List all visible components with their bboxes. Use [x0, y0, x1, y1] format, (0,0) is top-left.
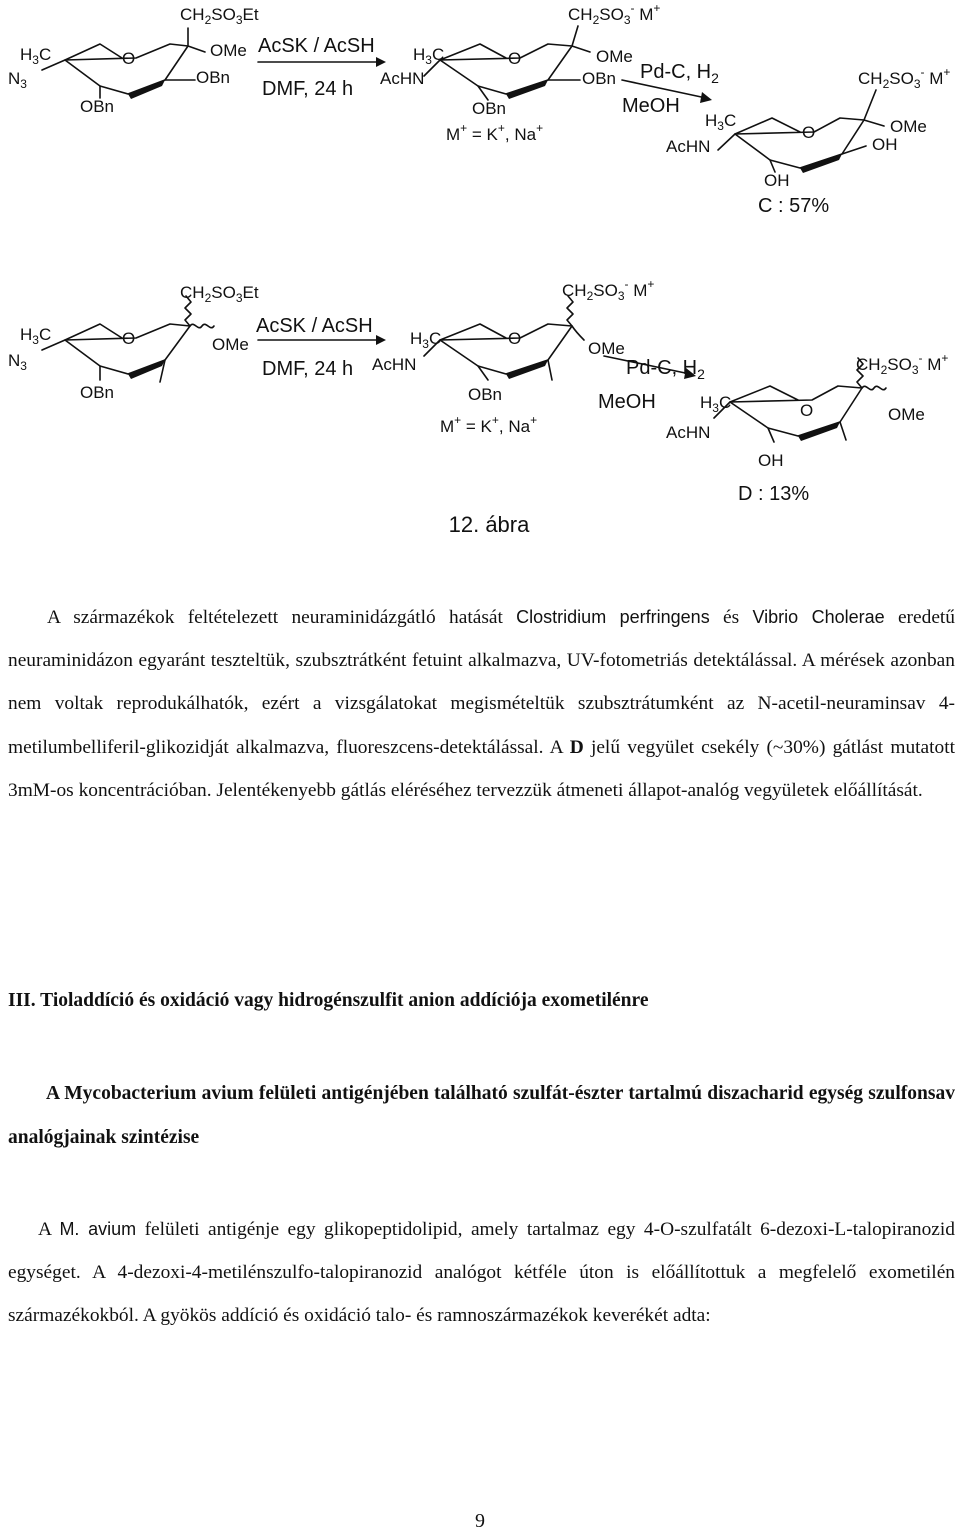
step2b-reagent: Pd-C, $H_2$ — [626, 357, 705, 382]
step2-solvent: MeOH — [622, 95, 680, 117]
int2-ring-oxygen: O — [508, 329, 522, 348]
counterion-note-2: M+ = K+, Na+ — [440, 413, 538, 436]
sm1-ome-label: OMe — [210, 41, 247, 60]
prod1-side-chain: $CH_2SO_3^-$ M+ — [858, 65, 951, 91]
reaction-scheme-1 — [0, 0, 960, 225]
prod1-oh-bottom: OH — [764, 171, 790, 190]
sm1-n3-label: $N_3$ — [8, 69, 27, 91]
step1b-conditions: DMF, 24 h — [262, 358, 354, 380]
prod2-h3c-label: $H_3C$ — [700, 393, 732, 415]
step1-reagent: AcSK / AcSH — [258, 35, 375, 57]
prod1-ring-oxygen: O — [802, 123, 816, 142]
sm1-obn-bottom: OBn — [80, 97, 115, 116]
sm1-obn-ring: OBn — [196, 68, 231, 87]
sm2-obn-bottom: OBn — [80, 383, 115, 402]
sm1-ring-oxygen: O — [122, 49, 136, 68]
prod1-oh-ring: OH — [872, 135, 898, 154]
species-m-avium: M. avium — [59, 1219, 137, 1239]
sm2-ome-label: OMe — [212, 335, 249, 354]
figure-caption-text: 12. ábra — [448, 512, 530, 537]
int1-achn-label: AcHN — [380, 69, 425, 88]
int2-ome-label: OMe — [588, 339, 625, 358]
prod2-achn-label: AcHN — [666, 423, 711, 442]
step1b-reagent: AcSK / AcSH — [256, 315, 373, 337]
sm2-h3c-label: $H_3C$ — [20, 325, 52, 347]
prod1-h3c-label: $H_3C$ — [705, 111, 737, 133]
page-number: 9 — [475, 1510, 485, 1532]
reaction-scheme-2 — [0, 278, 960, 510]
scheme-1-drawing — [0, 0, 960, 225]
prod2-side-chain: $CH_2SO_3^-$ M+ — [856, 351, 949, 377]
int2-achn-label: AcHN — [372, 355, 417, 374]
sm1-h3c-label: $H_3C$ — [20, 45, 52, 67]
int1-obn-bottom: OBn — [472, 99, 507, 118]
body-paragraph-1: A származékok feltételezett neuraminidázgátló hatását Clostridium perfringens és Vibrio Cholerae eredetű neuraminidázon egyaránt teszteltük, szubsztrátként fetuint alkalmazva, UV-fotometriás detektálással. A mérések azonban nem voltak reprodukálhatók, ezért a vizsgálatokat megismételtük szubsztrátumként az N-acetil-neuraminsav 4-metilumbelliferil-glikozidját alkalmazva, fluoreszcens-detektálással. A D jelű vegyület csekély (~30%) gátlást mutatott 3mM-os koncentrációban. Jelentékenyebb gátlás eléréséhez tervezzük átmeneti állapot-analóg vegyületek előállítását. — [8, 607, 956, 801]
prod2-oh-bottom: OH — [758, 451, 784, 470]
int1-h3c-label: $H_3C$ — [413, 45, 445, 67]
counterion-note-1: M+ = K+, Na+ — [446, 121, 544, 144]
int2-obn-bottom: OBn — [468, 385, 503, 404]
prod1-ome-label: OMe — [890, 117, 927, 136]
sm1-side-chain: $CH_2SO_3Et$ — [180, 5, 259, 27]
int1-ring-oxygen: O — [508, 49, 522, 68]
prod2-ring-oxygen: O — [800, 401, 814, 420]
sm2-side-chain: $CH_2SO_3Et$ — [180, 283, 259, 305]
sm2-n3-label: $N_3$ — [8, 351, 27, 373]
int1-side-chain: $CH_2SO_3^-$ M+ — [568, 1, 661, 27]
body-paragraph-2: A M. avium felületi antigénje egy glikopeptidolipid, amely tartalmaz egy 4-O-szulfatált 6-dezoxi-L-talopiranozid egységet. A 4-dezoxi-4-metilénszulfo-talopiranozid analógot kétféle úton is előállítottuk a megfelelő exometilén származékokból. A gyökös addíció és oxidáció talo- és ramnoszármazékok keverékét adta: — [8, 1219, 956, 1327]
int2-h3c-label: $H_3C$ — [410, 329, 442, 351]
sm2-ring-oxygen: O — [122, 329, 136, 348]
section-heading: III. Tioladdíció és oxidáció vagy hidrogénszulfit anion addíciója exometilénre — [8, 990, 649, 1011]
compound-c-label: C : 57% — [758, 195, 830, 217]
int2-side-chain: $CH_2SO_3^-$ M+ — [562, 278, 655, 303]
figure-caption — [0, 512, 960, 538]
step1-conditions: DMF, 24 h — [262, 78, 354, 100]
species-vibrio: Vibrio Cholerae — [752, 607, 885, 627]
prod1-achn-label: AcHN — [666, 137, 711, 156]
subsection-heading: A Mycobacterium avium felületi antigénjében található szulfát-észter tartalmú diszacharid egység szulfonsav analógjainak szintézise — [8, 1083, 955, 1148]
species-clostridium: Clostridium perfringens — [516, 607, 710, 627]
scheme-2-drawing — [0, 278, 960, 510]
prod2-ome-label: OMe — [888, 405, 925, 424]
compound-d-label: D : 13% — [738, 483, 810, 505]
step2b-solvent: MeOH — [598, 391, 656, 413]
int1-obn-ring: OBn — [582, 69, 617, 88]
int1-ome-label: OMe — [596, 47, 633, 66]
step2-reagent: Pd-C, $H_2$ — [640, 61, 719, 86]
compound-d-ref: D — [569, 736, 584, 758]
